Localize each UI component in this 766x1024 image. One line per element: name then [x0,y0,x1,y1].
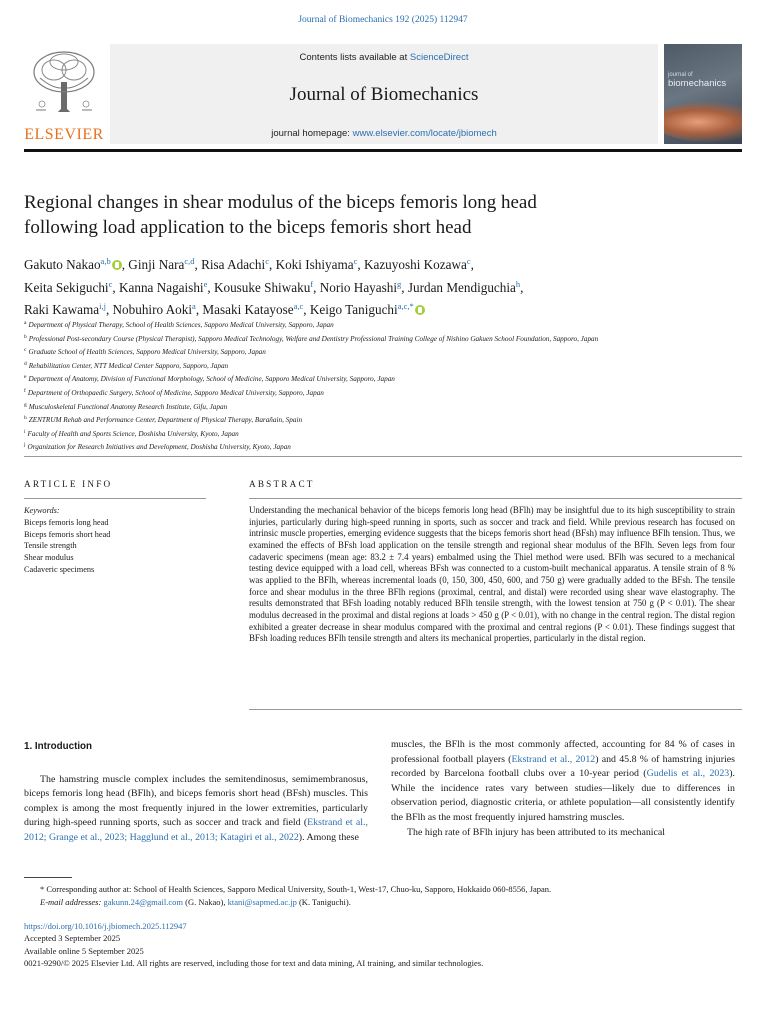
author-separator: , [105,302,113,317]
affiliation-text: Musculoskeletal Functional Anatomy Research Institute, Gifu, Japan [28,402,228,411]
email-note [24,896,742,909]
keywords-label: Keywords: [24,506,60,515]
affiliation-text: Graduate School of Health Sciences, Sapporo Medical University, Sapporo, Japan [28,348,266,357]
affiliation-item [24,345,742,359]
author-affiliation-marker[interactable]: i,j [99,301,106,311]
abstract-text: Understanding the mechanical behavior of the biceps femoris long head (BFlh) may be insightful due to its high susceptibility to strain injuries, particularly during high-speed running in sports, such as soccer and track and field. While previous research has focused on intrinsic muscle properties, emerging evidence suggests that the biceps femoris short head (BFsh) may influence BFlh tension. Thus, we examined the effects of BFsh load application on the tensile strength and regional shear modulus of the BFlh. Seven legs from four cadaveric specimens (mean age: 83.2 ± 7.4 years) embalmed using the Thiel method were used. BFlh was secured to a mechanical testing device equipped with a load cell, whereas BFsh was connected to a custom-built mechanical apparatus. A tensile strain of 8 % was applied to the BFlh, whereas incremental loads (0, 150, 300, 450, 600, and 750 g) were gradually added to the BFsh. The tensile force and shear modulus in the three BFlh regions (proximal, central, and distal) were recorded using shear wave elastography. The results demonstrated that BFsh loading notably reduced BFlh tensile strength, with the lowest tension at 750 g (P < 0.01). The shear modulus decreased in the proximal and distal regions at loads > 450 g (P < 0.01), with no change in the central region. The distal region exhibited a greater decrease in shear modulus compared with the proximal and central regions (P < 0.01). These findings suggest that BFsh loading reduces BFlh tensile strength and alters its mechanical properties, particularly in the distal region. [249,505,735,644]
contents-prefix: Contents lists available at [299,52,410,63]
author-separator: , [401,279,408,295]
journal-cover-image[interactable] [664,44,742,144]
journal-masthead [24,40,742,144]
doi-link[interactable]: https://doi.org/10.1016/j.jbiomech.2025.112947 [24,921,187,931]
author-name[interactable]: Norio Hayashi [319,279,398,295]
author-affiliation-marker[interactable]: c [466,256,471,266]
journal-homepage-link[interactable]: www.elsevier.com/locate/jbiomech [352,128,497,139]
citation-link[interactable]: Gudelis et al., 2023 [646,768,730,780]
author-affiliation-marker[interactable]: h [515,278,521,289]
affiliation-key: i [24,428,26,435]
footnotes [24,883,742,908]
author-affiliation-marker[interactable]: f [310,278,314,289]
affiliation-key: d [24,360,27,367]
author-name[interactable]: Kanna Nagaishi [118,279,204,295]
author-separator: , [357,257,364,272]
affiliation-divider [24,456,742,457]
author-separator: , [313,279,320,295]
author-name[interactable]: Koki Ishiyama [275,257,354,272]
affiliation-key: g [24,401,27,408]
affiliation-text: Rehabilitation Center, NTT Medical Center Sapporo, Sapporo, Japan [28,361,229,370]
article-info-heading: ARTICLE INFO [24,479,113,489]
affiliation-item [24,318,742,332]
homepage-prefix: journal homepage: [271,128,353,139]
intro-text: The hamstring muscle complex includes the semitendinosus, semimembranosus, biceps femoris long head (BFlh), and biceps femoris short head (BFsh) muscles. This complex is among the most frequently injured in the lower extremities, particularly during high-speed running sports, such as soccer and track and field ( [24,773,368,829]
citation-link[interactable]: Ekstrand et al., 2012 [511,753,596,765]
title-line-2: following load application to the biceps femoris short head [24,217,472,238]
affiliation-item [24,372,742,386]
affiliation-key: h [24,415,27,422]
keyword-item: Shear modulus [24,553,74,563]
journal-name: Journal of Biomechanics [289,84,479,105]
intro-paragraph-1 [24,773,368,846]
author-affiliation-marker[interactable]: c [353,256,358,266]
affiliation-key: f [24,387,26,394]
affiliation-text: Faculty of Health and Sports Science, Doshisha University, Kyoto, Japan [27,429,239,438]
keyword-item: Tensile strength [24,541,77,551]
cover-title [668,72,726,89]
affiliation-item [24,427,742,441]
abstract-rule [249,498,742,499]
orcid-icon[interactable] [415,305,425,315]
contents-line [110,52,658,63]
publication-info [24,920,742,970]
affiliation-text: Professional Post-secondary Course (Physical Therapist), Sapporo Medical Technology, Welfare and Dentistry Professional Training College of Nishino Gakuen School Foundation, Sapporo, Japan [28,334,599,343]
affiliation-text: Department of Orthopaedic Surgery, School of Medicine, Sapporo Medical University, Sapporo, Japan [27,388,324,397]
intro-text: ) and 45.8 % of hamstring injuries recorded by Barcelona football clubs over a 10-year period ( [391,753,735,780]
author-affiliation-marker[interactable]: c,d [184,256,195,266]
abstract-bottom-rule [249,709,742,710]
cover-subtitle: journal of [668,72,693,78]
author-affiliation-marker[interactable]: e [203,278,208,289]
affiliation-item [24,400,742,414]
affiliation-text: ZENTRUM Rehab and Performance Center, Department of Physical Therapy, Barañain, Spain [28,416,303,425]
author-name[interactable]: Kazuyoshi Kozawa [363,257,467,272]
author-separator: , [207,279,214,295]
body-column-right [391,738,735,840]
email-link-taniguchi[interactable]: ktani@sapmed.ac.jp [227,896,297,907]
author-name[interactable]: Ginji Nara [128,257,185,272]
copyright-line: 0021-9290/© 2025 Elsevier Ltd. All rights are reserved, including those for text and data mining, AI training, and similar technologies. [24,958,484,969]
keyword-item: Biceps femoris long head [24,517,109,527]
keyword-item: Cadaveric specimens [24,564,95,574]
footnote-divider [24,877,72,878]
author-separator: , [194,257,202,272]
author-name[interactable]: Keita Sekiguchi [24,279,109,295]
body-column-left [24,740,368,846]
intro-paragraph-1-cont [391,738,735,826]
accepted-date: Accepted 3 September 2025 [24,933,121,944]
running-head[interactable]: Journal of Biomechanics 192 (2025) 112947 [298,15,468,25]
author-separator: , [195,302,203,317]
affiliation-item [24,359,742,373]
author-affiliation-marker[interactable]: a,c,* [397,301,414,311]
masthead-divider [24,149,742,152]
email-owner: (K. Taniguchi). [296,896,351,907]
affiliation-key: b [24,333,27,340]
intro-text: ). While the incidence rates vary between studies—likely due to differences in observation period, diagnostic criteria, or athlete population—all consistently identify the BFlh as the most frequently injured hamstring muscles. [391,768,735,823]
corresponding-author-note: * Corresponding author at: School of Health Sciences, Sapporo Medical University, South-1, West-17, Chuo-ku, Sapporo, Hokkaido 060-8556, Japan. [40,884,552,894]
article-info-rule [24,498,206,499]
section-heading-introduction: 1. Introduction [24,741,93,752]
elsevier-logo[interactable] [24,46,104,142]
homepage-line [110,128,658,139]
email-label: E-mail addresses: [40,896,104,907]
keywords-block [24,505,204,576]
author-affiliation-marker[interactable]: c [265,256,269,266]
author-name[interactable]: Gakuto Nakao [24,257,101,272]
affiliation-key: j [24,442,26,449]
affiliation-item [24,413,742,427]
title-line-1: Regional changes in shear modulus of the biceps femoris long head [24,192,537,213]
affiliation-item [24,332,742,346]
abstract-heading: ABSTRACT [249,479,315,489]
intro-text: ). Among these [298,831,359,843]
online-date: Available online 5 September 2025 [24,945,144,956]
author-affiliation-marker[interactable]: a,b [100,256,111,266]
intro-text: muscles, the BFlh is the most commonly affected, accounting for 84 % of cases in professional football players ( [391,739,735,765]
masthead-band [110,44,658,144]
author-separator: , [520,279,524,295]
author-name[interactable]: Masaki Katayose [202,302,294,317]
affiliation-key: e [24,374,27,381]
author-name[interactable]: Raki Kawama [24,302,100,317]
author-list [24,252,742,320]
affiliation-text: Department of Physical Therapy, School of Health Sciences, Sapporo Medical University, Sapporo, Japan [28,321,334,329]
author-separator: , [470,257,474,272]
elsevier-wordmark: ELSEVIER [24,126,104,143]
author-separator: , [112,279,119,295]
intro-paragraph-2: The high rate of BFlh injury has been attributed to its mechanical [407,826,666,838]
author-separator: , [268,257,276,272]
cover-title-text: biomechanics [668,77,727,89]
email-link-nakao[interactable]: gakunn.24@gmail.com [103,896,184,907]
author-affiliation-marker[interactable]: g [397,278,402,289]
elsevier-tree-icon [28,48,100,120]
author-separator: , [121,257,129,272]
article-title [24,190,724,240]
affiliation-list [24,318,742,454]
citation-link[interactable]: Ekstrand et al., 2012; Grange et al., 2023; Hagglund et al., 2013; Katagiri et al., 2022 [24,817,368,843]
affiliation-item [24,386,742,400]
author-name[interactable]: Kousuke Shiwaku [213,279,311,295]
author-affiliation-marker[interactable]: a,c [293,301,304,311]
orcid-icon[interactable] [112,260,122,270]
cover-artwork [664,102,742,142]
author-affiliation-marker[interactable]: a [192,301,196,311]
affiliation-text: Department of Anatomy, Division of Functional Morphology, School of Medicine, Sapporo Medical University, Sapporo, Japan [28,375,395,384]
email-owner: (G. Nakao), [183,896,228,907]
author-separator: , [303,302,310,317]
keyword-item: Biceps femoris short head [24,529,111,539]
author-name[interactable]: Nobuhiro Aoki [112,302,193,317]
affiliation-text: Organization for Research Initiatives and Development, Doshisha University, Kyoto, Japan [27,443,291,452]
author-name[interactable]: Risa Adachi [201,257,266,272]
author-name[interactable]: Keigo Taniguchi [309,302,398,317]
affiliation-item [24,440,742,454]
sciencedirect-link[interactable]: ScienceDirect [409,52,469,63]
affiliation-key: a [24,320,27,326]
affiliation-key: c [24,347,27,354]
author-affiliation-marker[interactable]: c [108,278,113,289]
author-name[interactable]: Jurdan Mendiguchia [407,279,516,295]
